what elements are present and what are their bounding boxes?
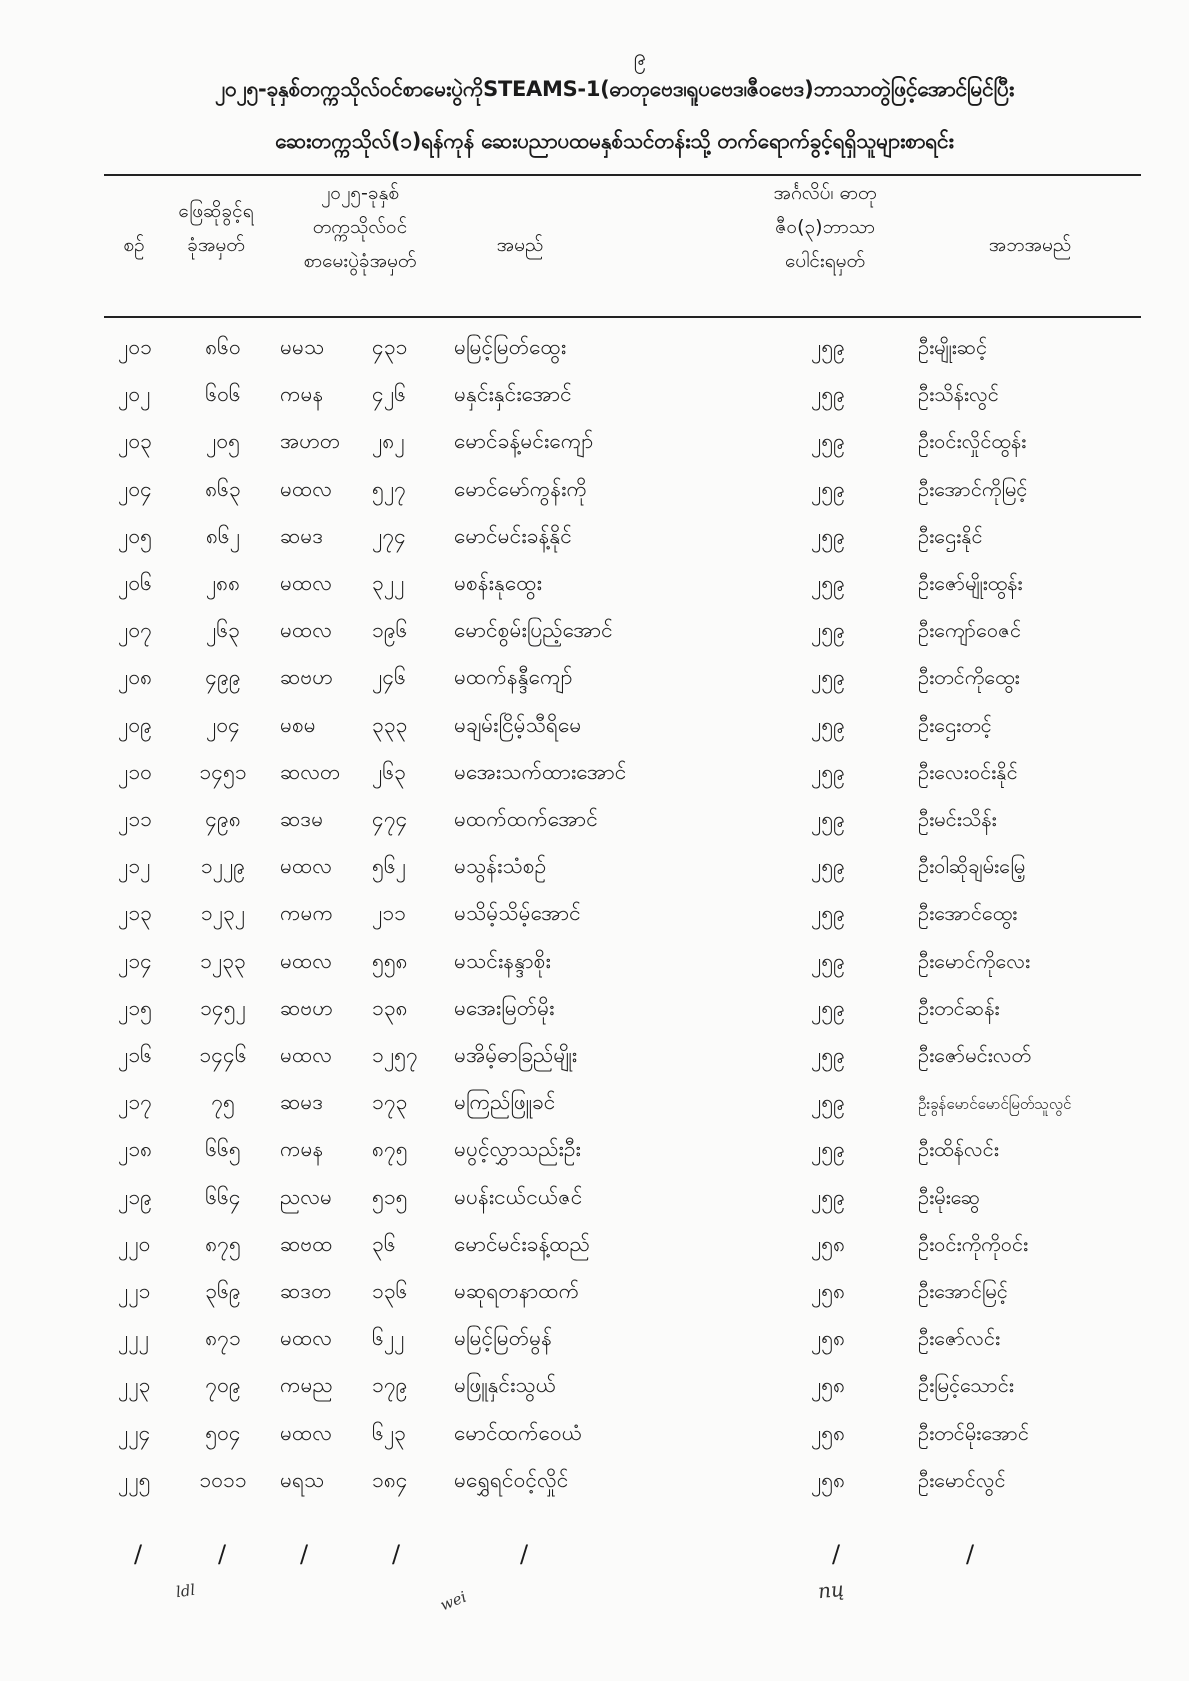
row-total-marks: ၂၅၉ [811, 1090, 845, 1115]
row-father-name: ဦးမောင်လွင် [918, 1467, 1006, 1492]
row-exam-number: ၂၆၃ [372, 759, 406, 784]
row-exam-number: ၄၂၆ [372, 382, 406, 407]
row-number: ၂၂၄ [118, 1420, 151, 1445]
row-roll-number: ၁၄၄၆ [199, 1043, 247, 1067]
row-number: ၂၁၂ [118, 854, 151, 879]
row-roll-number: ၈၇၅ [205, 1231, 241, 1256]
row-name: မပန်းငယ်ငယ်ဇင် [454, 1184, 583, 1209]
row-total-marks: ၂၅၉ [811, 901, 845, 926]
row-name: မမြင့်မြတ်ထွေး [454, 335, 567, 359]
table-row [0, 942, 1189, 989]
row-number: ၂၂၂ [118, 1326, 149, 1351]
row-total-marks: ၂၅၈ [810, 1326, 846, 1351]
table-row [0, 1130, 1189, 1177]
row-father-name: ဦးခွန်မောင်မောင်မြတ်သူလွင် [918, 1095, 1072, 1114]
row-exam-number: ၂၈၂ [372, 429, 405, 454]
row-name: မကြည်ဖြူခင် [454, 1090, 556, 1115]
row-roll-number: ၁၄၅၁ [199, 759, 247, 784]
table-row [0, 1083, 1189, 1130]
row-name: မအိမ့်ဓာခြည်မျိုး [454, 1043, 578, 1067]
row-total-marks: ၂၅၈ [810, 1279, 846, 1303]
row-total-marks: ၂၅၉ [811, 759, 845, 784]
row-total-marks: ၂၅၉ [811, 1043, 845, 1067]
row-exam-number: ၅၆၂ [372, 854, 406, 879]
row-exam-region: မထလ [280, 1326, 332, 1351]
row-roll-number: ၆၀၆ [205, 382, 241, 407]
row-number: ၂၀၈ [118, 665, 153, 690]
table-row [0, 658, 1189, 705]
row-name: မသင်းနန္ဒာစိုး [454, 948, 551, 973]
table-row [0, 847, 1189, 894]
footer-slash: / [832, 1540, 841, 1568]
row-exam-number: ၄၃၁ [372, 335, 408, 359]
row-exam-number: ၅၁၅ [372, 1184, 408, 1209]
row-exam-region: ကမည [280, 1373, 333, 1398]
row-father-name: ဦးထိန်လင်း [918, 1137, 999, 1162]
header-marks: အင်္ဂလိပ်၊ ဓာတု ဇီဝ(၃)ဘာသာ ပေါင်းရမှတ် [773, 182, 877, 272]
row-exam-region: ကမက [280, 901, 334, 926]
row-total-marks: ၂၅၉ [811, 1137, 845, 1162]
row-exam-region: မစမ [280, 712, 316, 737]
row-exam-region: ဆမဒ [280, 1090, 324, 1115]
table-row [0, 989, 1189, 1036]
table-row [0, 753, 1189, 800]
row-number: ၂၁၆ [118, 1043, 152, 1067]
row-name: မရွှေရင်ဝင့်လှိုင် [454, 1467, 569, 1492]
signature-1: ldl [174, 1580, 197, 1602]
table-row [0, 894, 1189, 941]
row-father-name: ဦးတင်ဆန်း [918, 995, 1000, 1020]
table-row [0, 517, 1189, 564]
row-name: မပွင့်လွှာသည်းဦး [454, 1137, 581, 1162]
title-line-1: ၂၀၂၅-ခုနှစ်တက္ကသိုလ်ဝင်စာမေးပွဲကိုSTEAMS-1(ဓာတုဗေဒ၊ရူပဗေဒ၊ဇီဝဗေဒ)ဘာသာတွဲဖြင့်အောင်မြင်ပြီး [214, 77, 1015, 101]
row-number: ၂၁၁ [118, 807, 152, 831]
row-exam-region: မထလ [280, 618, 332, 643]
row-exam-number: ၂၁၁ [372, 901, 406, 926]
row-exam-number: ၃၂၂ [372, 571, 405, 595]
footer-slash: / [966, 1540, 975, 1568]
row-name: မောင်မော်ကွန်းကို [454, 476, 588, 501]
header-roll: ဖြေဆိုခွင့်ရ ခုံအမှတ် [178, 200, 254, 256]
row-number: ၂၁၀ [118, 759, 152, 784]
table-row [0, 470, 1189, 517]
row-total-marks: ၂၅၉ [811, 382, 845, 407]
row-exam-region: ဆလတ [280, 759, 341, 784]
row-roll-number: ၈၇၁ [205, 1326, 241, 1351]
row-father-name: ဦးမြင့်သောင်း [918, 1373, 1014, 1398]
row-exam-number: ၈၇၅ [372, 1137, 408, 1162]
row-roll-number: ၆၆၄ [205, 1184, 241, 1209]
row-exam-region: မထလ [280, 948, 332, 973]
row-name: မသွန်းသံစဉ် [454, 854, 547, 879]
table-row [0, 1319, 1189, 1366]
row-exam-region: မထလ [280, 1043, 332, 1067]
row-exam-number: ၂၄၆ [372, 665, 406, 690]
table-row [0, 611, 1189, 658]
row-father-name: ဦးလေးဝင်းနိုင် [918, 759, 1018, 784]
row-exam-region: မမသ [280, 335, 325, 359]
row-name: မအေးသက်ထားအောင် [454, 759, 627, 784]
row-number: ၂၁၇ [118, 1090, 152, 1115]
signature-3: nų [816, 1576, 845, 1604]
header-name: အမည် [496, 234, 544, 256]
row-exam-number: ၁၃၈ [372, 995, 408, 1020]
row-exam-region: ညလမ [280, 1184, 332, 1209]
footer-slash: / [134, 1540, 143, 1568]
row-exam-region: မထလ [280, 854, 332, 879]
row-exam-number: ၆၂၃ [372, 1420, 406, 1445]
row-exam-number: ၁၉၆ [372, 618, 408, 643]
row-total-marks: ၂၅၈ [810, 1420, 846, 1445]
row-roll-number: ၄၉၈ [205, 807, 241, 831]
row-roll-number: ၈၆၂ [205, 523, 241, 548]
row-number: ၂၂၃ [118, 1373, 151, 1398]
row-total-marks: ၂၅၉ [811, 665, 845, 690]
signature-2: wei [437, 1587, 469, 1615]
row-name: မထက်နန္ဒီကျော် [454, 665, 573, 690]
row-roll-number: ၅၀၄ [205, 1420, 241, 1445]
row-father-name: ဦးမျိုးဆင့် [918, 335, 988, 359]
row-exam-region: ကမန [280, 1137, 324, 1162]
row-number: ၂၀၇ [118, 618, 152, 643]
row-exam-region: ဆဒမ [280, 807, 324, 831]
row-roll-number: ၂၀၅ [206, 429, 240, 454]
row-exam-region: ဆဒတ [280, 1279, 332, 1303]
row-exam-region: ကမန [280, 382, 324, 407]
table-row [0, 1366, 1189, 1413]
row-total-marks: ၂၅၉ [811, 571, 845, 595]
row-roll-number: ၁၂၂၉ [200, 854, 246, 879]
row-father-name: ဦးဝါဆိုချမ်းမြေ့ [918, 854, 1026, 879]
table-row [0, 328, 1189, 375]
table-row [0, 1036, 1189, 1083]
row-number: ၂၁၄ [118, 948, 152, 973]
row-father-name: ဦးသိန်းလွင် [918, 382, 999, 407]
row-name: မဆုရတနာထက် [454, 1279, 580, 1303]
row-name: မစန်းနုထွေး [454, 571, 542, 595]
table-row [0, 706, 1189, 753]
row-exam-region: အဟတ [280, 429, 341, 454]
table-row [0, 1178, 1189, 1225]
row-exam-region: ဆဗထ [280, 1231, 333, 1256]
row-exam-number: ၄၇၄ [372, 807, 408, 831]
row-roll-number: ၄၉၉ [205, 665, 241, 690]
row-exam-region: မထလ [280, 571, 332, 595]
row-roll-number: ၂၀၄ [206, 712, 240, 737]
row-name: မသိမ့်သိမ့်အောင် [454, 901, 581, 926]
row-father-name: ဦးဇော်မင်းလတ် [918, 1043, 1031, 1067]
row-exam-number: ၁၇၉ [372, 1373, 408, 1398]
row-number: ၂၀၉ [118, 712, 152, 737]
row-name: မောင်ထက်ဝေယံ [454, 1420, 583, 1445]
row-name: မအေးမြတ်မိုး [454, 995, 555, 1020]
row-number: ၂၀၃ [118, 429, 152, 454]
row-father-name: ဦးဝင်းကိုကိုဝင်း [918, 1231, 1029, 1256]
footer-slash: / [300, 1540, 309, 1568]
title-line-2: ဆေးတက္ကသိုလ်(၁)ရန်ကုန် ဆေးပညာပထမနှစ်သင်တန်းသို့ တက်ရောက်ခွင့်ရရှိသူများစာရင်း [275, 129, 954, 153]
row-exam-region: ဆဗဟ [280, 665, 333, 690]
row-roll-number: ၁၂၃၂ [200, 901, 246, 926]
row-number: ၂၁၅ [118, 995, 152, 1020]
row-name: မမြင့်မြတ်မွန် [454, 1326, 553, 1351]
row-father-name: ဦးဇော်မျိုးထွန်း [918, 571, 1023, 595]
table-row [0, 1461, 1189, 1508]
row-total-marks: ၂၅၉ [811, 618, 845, 643]
row-exam-region: ဆဗဟ [280, 995, 333, 1020]
table-header-rule [104, 316, 1141, 318]
row-total-marks: ၂၅၉ [811, 712, 845, 737]
row-number: ၂၂၀ [118, 1231, 151, 1256]
row-father-name: ဦးတင်မိုးအောင် [918, 1420, 1029, 1445]
row-exam-number: ၁၇၃ [372, 1090, 408, 1115]
row-exam-number: ၃၆ [372, 1231, 396, 1256]
table-top-rule [104, 174, 1141, 176]
row-father-name: ဦးမင်းသိန်း [918, 807, 997, 831]
row-father-name: ဦးဌေးနိုင် [918, 523, 983, 548]
table-row [0, 375, 1189, 422]
row-number: ၂၁၃ [118, 901, 152, 926]
footer-slash: / [520, 1540, 529, 1568]
row-roll-number: ၂၈၈ [205, 571, 241, 595]
table-row [0, 800, 1189, 847]
row-father-name: ဦးအောင်ကိုမြင့် [918, 476, 1028, 501]
row-exam-region: မထလ [280, 1420, 332, 1445]
row-number: ၂၁၈ [118, 1137, 153, 1162]
row-number: ၂၀၄ [118, 476, 152, 501]
row-exam-region: မရသ [280, 1467, 325, 1492]
header-exam-roll: ၂၀၂၅-ခုနှစ် တက္ကသိုလ်ဝင် စာမေးပွဲခုံအမှတ် [303, 182, 417, 272]
table-row [0, 564, 1189, 611]
row-total-marks: ၂၅၉ [811, 854, 845, 879]
row-name: မောင်ခန့်မင်းကျော် [454, 429, 594, 454]
row-roll-number: ၆၆၅ [205, 1137, 241, 1162]
row-roll-number: ၈၆၀ [205, 335, 241, 359]
row-roll-number: ၂၆၃ [206, 618, 240, 643]
row-father-name: ဦးဇော်လင်း [918, 1326, 1001, 1351]
table-row [0, 1414, 1189, 1461]
row-name: မထက်ထက်အောင် [454, 807, 598, 831]
header-no: စဉ် [123, 234, 145, 256]
row-name: မောင်မင်းခန့်ထည် [454, 1231, 590, 1256]
row-number: ၂၀၆ [118, 571, 152, 595]
row-father-name: ဦးအောင်ထွေး [918, 901, 1018, 926]
row-exam-number: ၂၇၄ [372, 523, 406, 548]
row-roll-number: ၁၄၅၂ [200, 995, 246, 1020]
row-exam-number: ၁၂၅၇ [372, 1043, 418, 1067]
row-father-name: ဦးမိုးဆွေ [918, 1184, 981, 1209]
row-number: ၂၀၁ [118, 335, 152, 359]
row-father-name: ဦးတင်ကိုထွေး [918, 665, 1020, 690]
row-number: ၂၂၅ [118, 1467, 151, 1492]
row-total-marks: ၂၅၉ [811, 335, 845, 359]
row-number: ၂၁၉ [118, 1184, 152, 1209]
row-total-marks: ၂၅၈ [810, 1373, 846, 1398]
header-father: အဘအမည် [988, 234, 1072, 256]
row-number: ၂၀၂ [118, 382, 151, 407]
row-exam-number: ၁၃၆ [372, 1279, 408, 1303]
row-name: မောင်မင်းခန့်နိုင် [454, 523, 572, 548]
row-exam-number: ၁၈၄ [372, 1467, 408, 1492]
row-father-name: ဦးအောင်မြင့် [918, 1279, 1008, 1303]
row-roll-number: ၁၂၃၃ [200, 948, 246, 973]
row-exam-number: ၅၂၇ [372, 476, 406, 501]
row-exam-number: ၆၂၂ [372, 1326, 405, 1351]
footer-slash: / [392, 1540, 401, 1568]
row-roll-number: ၇၀၉ [205, 1373, 241, 1398]
row-name: မောင်စွမ်းပြည့်အောင် [454, 618, 613, 643]
row-total-marks: ၂၅၉ [811, 429, 845, 454]
row-name: မဖြူနှင်းသွယ် [454, 1373, 557, 1398]
row-total-marks: ၂၅၈ [810, 1231, 846, 1256]
row-roll-number: ၇၅ [211, 1090, 235, 1115]
row-total-marks: ၂၅၈ [810, 1467, 846, 1492]
table-row [0, 422, 1189, 469]
row-number: ၂၂၁ [118, 1279, 151, 1303]
row-father-name: ဦးကျော်ဝေဇင် [918, 618, 1022, 643]
row-roll-number: ၈၆၃ [205, 476, 241, 501]
row-father-name: ဦးဌေးတင့် [918, 712, 992, 737]
row-total-marks: ၂၅၉ [811, 1184, 845, 1209]
row-father-name: ဦးဝင်းလှိုင်ထွန်း [918, 429, 1027, 454]
row-total-marks: ၂၅၉ [811, 948, 845, 973]
row-total-marks: ၂၅၉ [811, 995, 845, 1020]
row-exam-region: ဆမဒ [280, 523, 324, 548]
row-father-name: ဦးမောင်ကိုလေး [918, 948, 1031, 973]
footer-slash: / [218, 1540, 227, 1568]
row-roll-number: ၁၀၁၁ [199, 1467, 247, 1492]
row-total-marks: ၂၅၉ [811, 476, 845, 501]
page-number: ၉ [633, 45, 647, 70]
row-name: မနှင်းနှင်းအောင် [454, 382, 572, 407]
row-number: ၂၀၅ [118, 523, 152, 548]
row-exam-number: ၃၃၃ [372, 712, 408, 737]
row-name: မချမ်းငြိမ့်သီရိမေ [454, 712, 582, 737]
row-roll-number: ၃၆၉ [205, 1279, 241, 1303]
row-exam-region: မထလ [280, 476, 332, 501]
row-exam-number: ၅၅၈ [372, 948, 408, 973]
row-total-marks: ၂၅၉ [811, 523, 845, 548]
row-total-marks: ၂၅၉ [811, 807, 845, 831]
table-row [0, 1225, 1189, 1272]
table-row [0, 1272, 1189, 1319]
